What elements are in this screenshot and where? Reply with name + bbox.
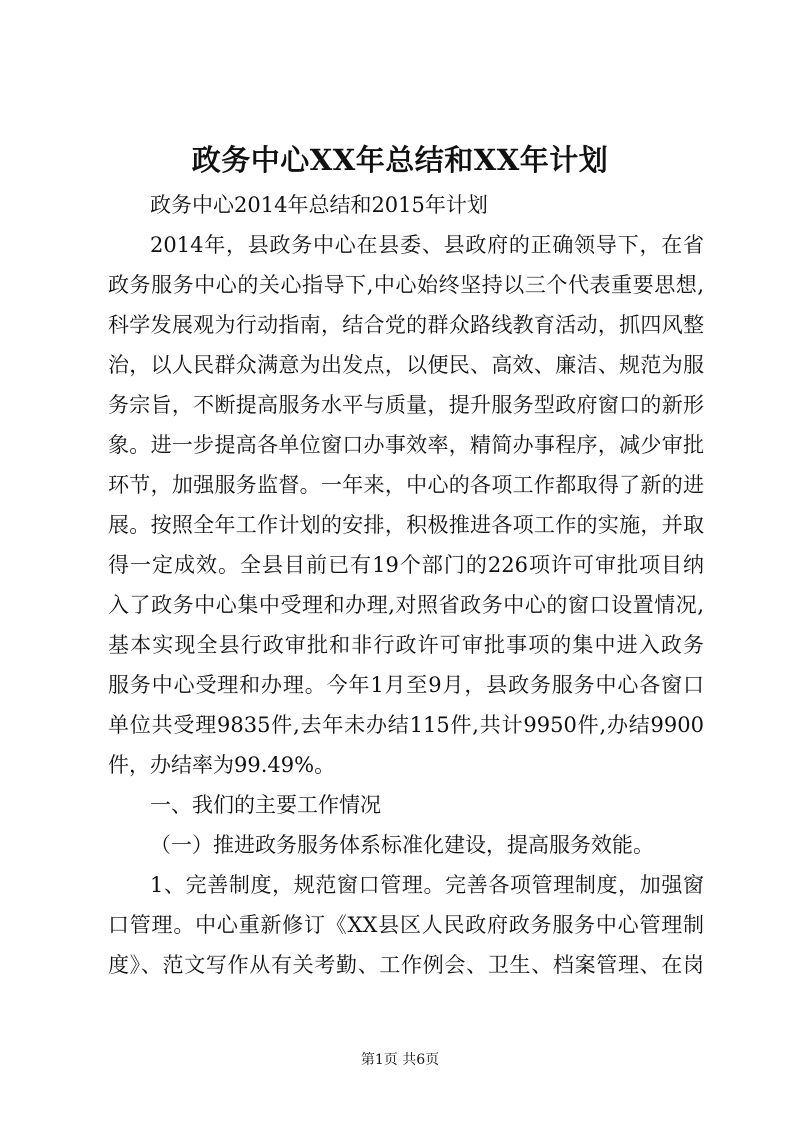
body-line: 政务中心2014年总结和2015年计划 bbox=[150, 193, 488, 217]
body-line: 2014年，县政务中心在县委、县政府的正确领导下，在省 bbox=[150, 233, 704, 257]
page-footer: 第1页 共6页 bbox=[360, 1052, 440, 1068]
body-line: 基本实现全县行政审批和非行政许可审批事项的集中进入政务 bbox=[108, 633, 704, 657]
body-line: 环节，加强服务监督。一年来，中心的各项工作都取得了新的进 bbox=[108, 473, 704, 497]
body-line: 口管理。中心重新修订《XX县区人民政府政务服务中心管理制 bbox=[108, 913, 704, 937]
body-line: 入了政务中心集中受理和办理,对照省政务中心的窗口设置情况, bbox=[108, 593, 704, 617]
body-line: （一）推进政务服务体系标准化建设，提高服务效能。 bbox=[150, 833, 654, 857]
body-line: 1、完善制度，规范窗口管理。完善各项管理制度，加强窗 bbox=[150, 873, 704, 897]
body-line: 服务中心受理和办理。今年1月至9月，县政务服务中心各窗口 bbox=[108, 673, 704, 697]
body-line: 件，办结率为99.49%。 bbox=[108, 753, 336, 777]
body-line: 治，以人民群众满意为出发点，以便民、高效、廉洁、规范为服 bbox=[108, 353, 704, 377]
document-title: 政务中心XX年总结和XX年计划 bbox=[191, 143, 609, 177]
body-line: 得一定成效。全县目前已有19个部门的226项许可审批项目纳 bbox=[108, 553, 704, 577]
body-line: 一、我们的主要工作情况 bbox=[150, 793, 381, 817]
body-line: 科学发展观为行动指南，结合党的群众路线教育活动，抓四风整 bbox=[108, 313, 704, 337]
body-line: 度》、范文写作从有关考勤、工作例会、卫生、档案管理、在岗 bbox=[108, 953, 704, 977]
body-line: 务宗旨，不断提高服务水平与质量，提升服务型政府窗口的新形 bbox=[108, 393, 704, 417]
body-line: 展。按照全年工作计划的安排，积极推进各项工作的实施，并取 bbox=[108, 513, 704, 537]
body-line: 象。进一步提高各单位窗口办事效率，精简办事程序，减少审批 bbox=[108, 433, 704, 457]
body-line: 政务服务中心的关心指导下,中心始终坚持以三个代表重要思想, bbox=[108, 273, 704, 297]
document-body bbox=[108, 185, 704, 985]
body-line: 单位共受理9835件,去年未办结115件,共计9950件,办结9900 bbox=[108, 713, 704, 737]
